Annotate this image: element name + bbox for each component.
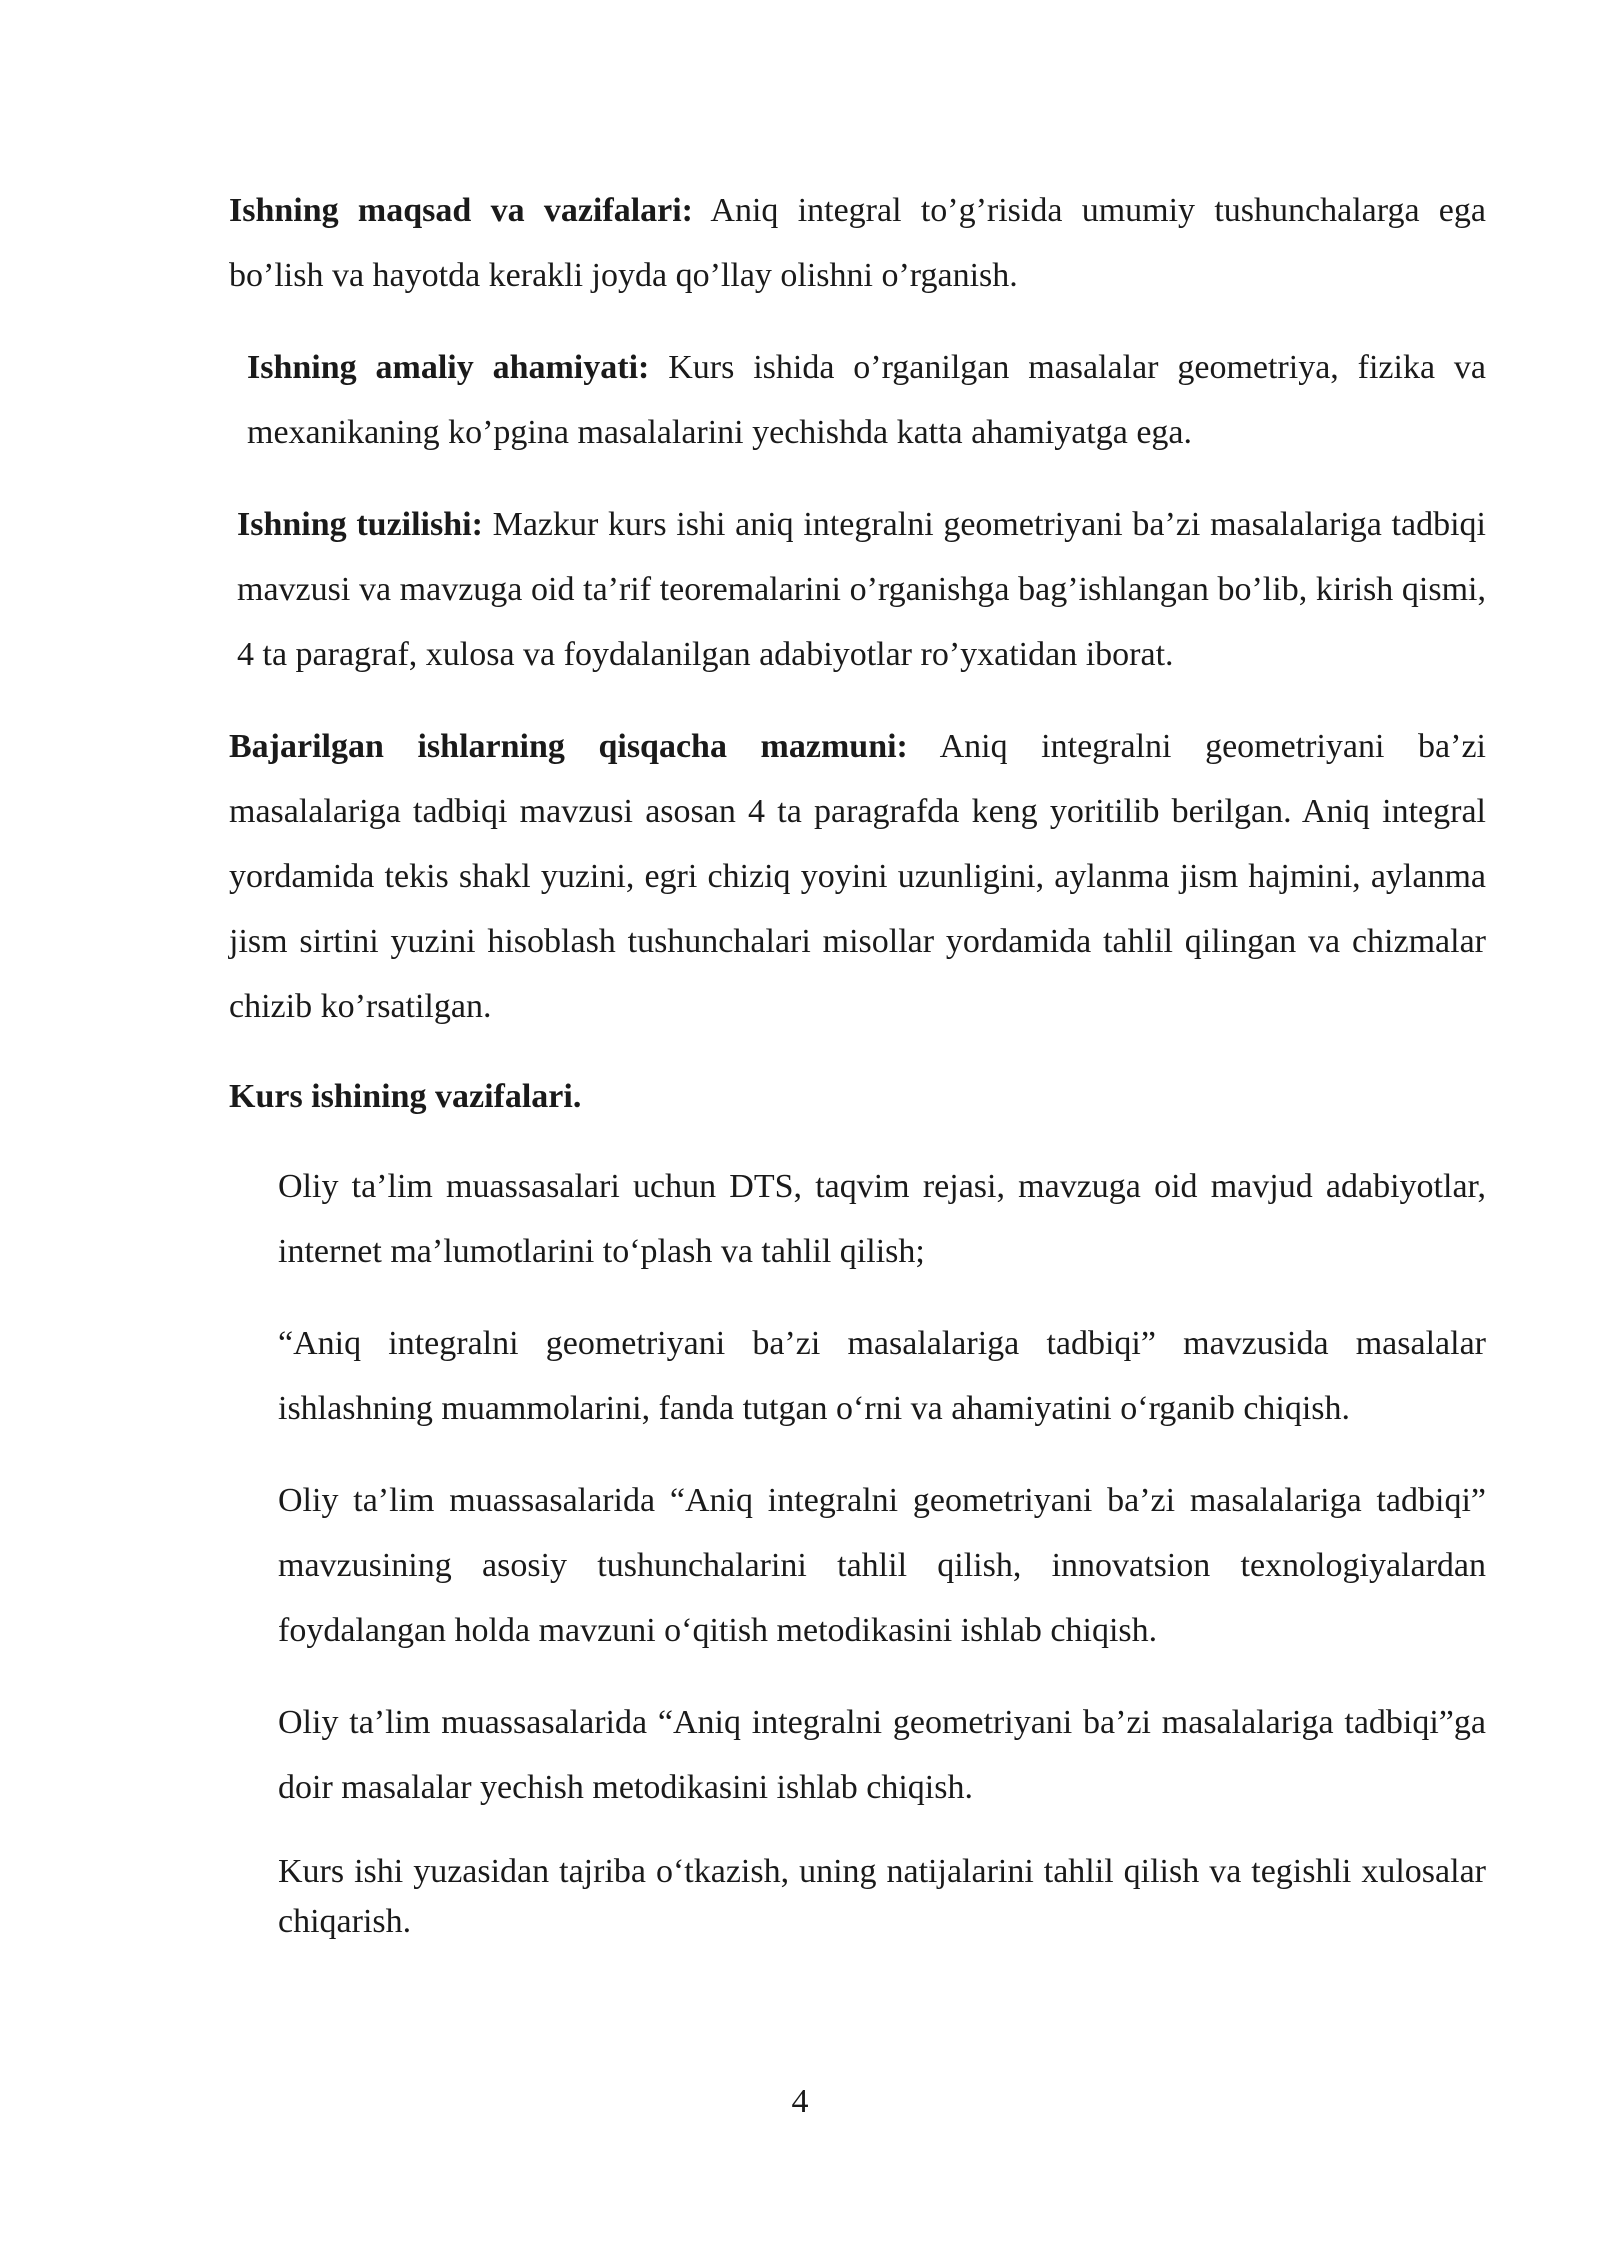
structure-text: Mazkur kurs ishi aniq integralni geometriyani ba’zi masalalariga tadbiqi mavzusi va mavzuga oid ta’rif teoremalarini o’rganishga bag’ishlangan bo’lib, kirish qismi, 4 ta paragraf, xulosa va foydalanilgan adabiyotlar ro’yxatidan iborat. (237, 506, 1486, 673)
task-item: Oliy ta’lim muassasalarida “Aniq integralni geometriyani ba’zi masalalariga tadbiqi”ga doir masalalar yechish metodikasini ishlab chiqish. (278, 1704, 1486, 1806)
task-item: Oliy ta’lim muassasalari uchun DTS, taqvim rejasi, mavzuga oid mavjud adabiyotlar, internet ma’lumotlarini to‘plash va tahlil qilish; (278, 1168, 1486, 1270)
task-item: Kurs ishi yuzasidan tajriba o‘tkazish, uning natijalarini tahlil qilish va tegishli xulosalar chiqarish. (278, 1853, 1486, 1940)
page-content (229, 178, 1486, 1974)
goals-text: Aniq integral to’g’risida umumiy tushunchalarga ega bo’lish va hayotda kerakli joyda qo’llay olishni o’rganish. (229, 192, 1486, 294)
practical-importance-label: Ishning amaliy ahamiyati: (247, 349, 650, 386)
paragraph-goals (229, 178, 1486, 308)
tasks-heading: Kurs ishining vazifalari. (229, 1078, 582, 1115)
goals-label: Ishning maqsad va vazifalari: (229, 192, 694, 229)
paragraph-structure (229, 492, 1486, 687)
paragraph-practical-importance (229, 335, 1486, 465)
task-item: “Aniq integralni geometriyani ba’zi masalalariga tadbiqi” mavzusida masalalar ishlashning muammolarini, fanda tutgan o‘rni va ahamiyatini o‘rganib chiqish. (278, 1325, 1486, 1427)
summary-text: Aniq integralni geometriyani ba’zi masalalariga tadbiqi mavzusi asosan 4 ta paragrafda keng yoritilib berilgan. Aniq integral yordamida tekis shakl yuzini, egri chiziq yoyini uzunligini, aylanma jism hajmini, aylanma jism sirtini yuzini hisoblash tushunchalari misollar yordamida tahlil qilingan va chizmalar chizib ko’rsatilgan. (229, 728, 1486, 1025)
summary-label: Bajarilgan ishlarning qisqacha mazmuni: (229, 728, 908, 765)
practical-importance-text: Kurs ishida o’rganilgan masalalar geometriya, fizika va mexanikaning ko’pgina masalalarini yechishda katta ahamiyatga ega. (247, 349, 1487, 451)
structure-label: Ishning tuzilishi: (237, 506, 483, 543)
task-item: Oliy ta’lim muassasalarida “Aniq integralni geometriyani ba’zi masalalariga tadbiqi” mavzusining asosiy tushunchalarini tahlil qilish, innovatsion texnologiyalardan foydalangan holda mavzuni o‘qitish metodikasini ishlab chiqish. (278, 1482, 1486, 1649)
page-number: 4 (791, 2083, 809, 2120)
tasks-list (229, 1154, 1486, 1947)
paragraph-summary (229, 714, 1486, 1039)
